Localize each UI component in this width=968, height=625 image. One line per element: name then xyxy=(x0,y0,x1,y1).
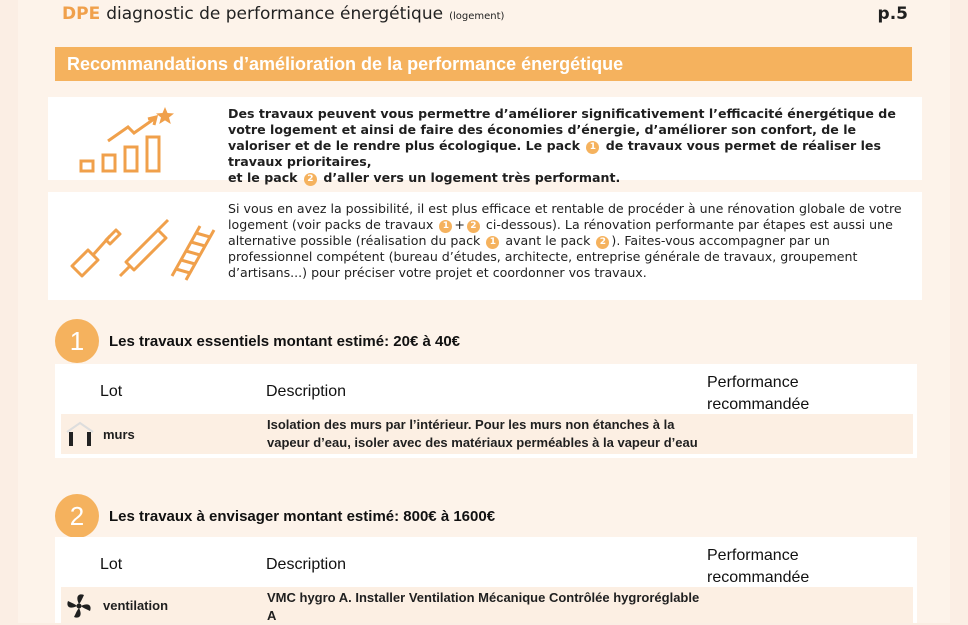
lot-ventilation: ventilation xyxy=(103,597,169,613)
pack-2-badge: 2 xyxy=(467,220,480,233)
dpe-label: DPE xyxy=(62,4,101,24)
column-performance xyxy=(707,545,809,589)
column-performance xyxy=(707,372,809,416)
section-1-number: 1 xyxy=(55,319,99,363)
description-murs: Isolation des murs par l’intérieur. Pour les murs non étanches à la vapeur d’eau, isoler avec des matériaux perméables à la vapeur d’eau xyxy=(267,417,698,450)
tools-icon xyxy=(68,206,218,290)
column-performance-l1: Performance xyxy=(707,547,799,564)
wall-icon xyxy=(65,420,95,453)
lot-murs: murs xyxy=(103,426,135,442)
section-2-header xyxy=(55,496,495,536)
column-description: Description xyxy=(266,383,347,400)
column-lot: Lot xyxy=(100,383,123,400)
column-lot: Lot xyxy=(100,556,123,573)
table-header xyxy=(55,364,917,414)
table-row xyxy=(61,587,913,623)
plus-sign: + xyxy=(454,217,465,232)
pack-1-badge: 1 xyxy=(439,220,452,233)
section-1-table xyxy=(55,364,917,458)
section-1-header xyxy=(55,321,460,361)
page-number: p.5 xyxy=(877,4,908,24)
info1-text-a: Des travaux peuvent vous permettre d’améliorer significativement l’efficacité énergétique de votre logement et ainsi de faire des économies d’énergie, d’améliorer son confort, de le valoriser et de le rendre plus écologique. Le pack xyxy=(228,106,896,153)
info1-text-c: et le pack xyxy=(228,170,298,185)
chart-growth-icon xyxy=(68,105,178,177)
header-subtitle: (logement) xyxy=(449,11,505,22)
column-performance-l1: Performance xyxy=(707,374,799,391)
column-performance-l2: recommandée xyxy=(707,396,810,413)
table-header xyxy=(55,537,917,587)
info-text-renovation xyxy=(228,201,908,281)
section-2-table xyxy=(55,537,917,623)
section-2-number: 2 xyxy=(55,494,99,538)
section-banner: Recommandations d’amélioration de la performance énergétique xyxy=(55,47,912,81)
pack-2-badge: 2 xyxy=(596,236,609,249)
section-2-title: Les travaux à envisager montant estimé: 800€ à 1600€ xyxy=(109,507,496,525)
table-row xyxy=(61,414,913,454)
column-description: Description xyxy=(266,556,347,573)
info2-text-b: ci-dessous). La rénovation performante par étapes est aussi une alternative possible (réalisation du pack xyxy=(228,217,893,248)
pack-1-badge: 1 xyxy=(586,141,599,154)
header-title: diagnostic de performance énergétique xyxy=(106,4,444,24)
info-text-savings xyxy=(228,106,908,186)
info2-text-c: avant le pack xyxy=(505,233,591,248)
description-ventilation: VMC hygro A. Installer Ventilation Mécanique Contrôlée hygroréglable A xyxy=(267,590,700,623)
info2-text-d: ). Faites-vous accompagner par un professionnel compétent (bureau d’études, architecte, entreprise générale de travaux, groupement d’artisans...) pour préciser votre projet et coordonner vos travaux. xyxy=(228,233,858,280)
info-block-renovation xyxy=(48,192,922,300)
column-performance-l2: recommandée xyxy=(707,569,810,586)
ventilation-fan-icon xyxy=(65,592,93,625)
section-1-title: Les travaux essentiels montant estimé: 20€ à 40€ xyxy=(109,332,461,350)
pack-1-badge: 1 xyxy=(486,236,499,249)
info1-text-d: d’aller vers un logement très performant. xyxy=(323,170,621,185)
info1-text-b: de travaux vous permet de réaliser les travaux prioritaires, xyxy=(228,138,881,169)
info-block-savings xyxy=(48,97,922,185)
info2-text-a: Si vous en avez la possibilité, il est plus efficace et rentable de procéder à une rénovation globale de votre logement (voir packs de travaux xyxy=(228,201,902,232)
page-header xyxy=(62,4,908,28)
pack-2-badge: 2 xyxy=(304,173,317,186)
